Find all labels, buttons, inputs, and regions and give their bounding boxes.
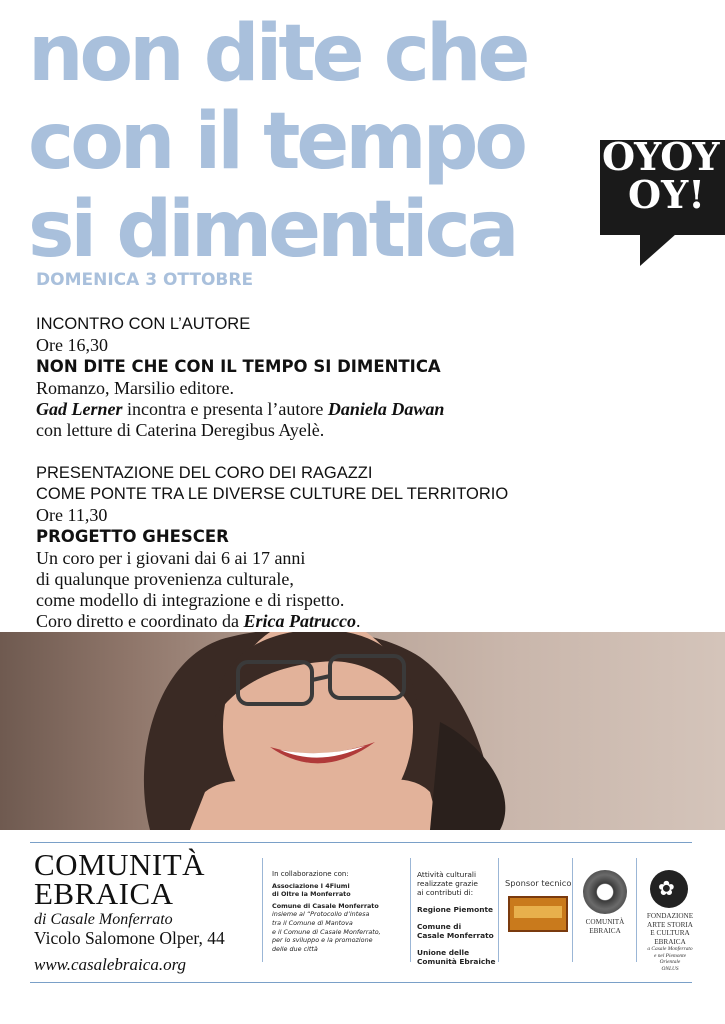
event1-type: INCONTRO CON L’AUTORE bbox=[36, 315, 251, 333]
funder-comune: Casale Monferrato bbox=[417, 931, 494, 940]
headline bbox=[28, 10, 598, 274]
presenter-name: Gad Lerner bbox=[36, 399, 123, 419]
director-suffix: . bbox=[355, 611, 361, 631]
community-seal-icon bbox=[583, 870, 627, 914]
event2-time: Ore 11,30 bbox=[36, 505, 108, 525]
footer-divider bbox=[636, 858, 637, 962]
event1-title: NON DITE CHE CON IL TEMPO SI DIMENTICA bbox=[36, 357, 441, 376]
funding-intro: ai contributi di: bbox=[417, 888, 474, 897]
footer-bottom-rule bbox=[30, 982, 692, 983]
funder-comune: Comune di bbox=[417, 922, 462, 931]
event1-presenters bbox=[36, 399, 696, 420]
footer-top-rule bbox=[30, 842, 692, 843]
collab-line: e il Comune di Casale Monferrato, bbox=[272, 927, 381, 936]
collab-line: per lo sviluppo e la promozione bbox=[272, 936, 373, 945]
event-date: DOMENICA 3 OTTOBRE bbox=[36, 270, 254, 290]
collab-line: di Oltre la Monferrato bbox=[272, 890, 351, 899]
organization-address: Vicolo Salomone Olper, 44 bbox=[34, 928, 225, 948]
headline-line-1: non dite che bbox=[28, 9, 527, 99]
funder-regione: Regione Piemonte bbox=[417, 905, 493, 914]
event-choir bbox=[36, 463, 696, 632]
collaboration-credits bbox=[272, 870, 404, 953]
footer-divider bbox=[262, 858, 263, 962]
event2-desc-line-4 bbox=[36, 611, 696, 632]
presenter-connector: incontra e presenta l’autore bbox=[122, 399, 328, 419]
oyoy-logo-line-1: OYOY bbox=[602, 140, 719, 179]
community-seal-caption bbox=[576, 918, 634, 935]
event1-desc: Romanzo, Marsilio editore. bbox=[36, 378, 234, 398]
organization-website: www.casalebraica.org bbox=[34, 955, 187, 974]
foundation-line: a Casale Monferrato bbox=[647, 946, 693, 952]
event2-desc-line-3: come modello di integrazione e di rispetto. bbox=[36, 590, 345, 610]
director-name: Erica Patrucco bbox=[243, 611, 356, 631]
foundation-line: e nel Piemonte bbox=[653, 952, 687, 959]
oyoy-logo bbox=[600, 140, 725, 235]
collab-line: tra il Comune di Mantova bbox=[272, 918, 353, 927]
collab-heading: In collaborazione con: bbox=[272, 870, 349, 878]
sponsor-label: Sponsor tecnico bbox=[505, 878, 572, 888]
funder-ucei: Unione delle bbox=[417, 948, 470, 957]
funding-intro: realizzate grazie bbox=[417, 879, 478, 888]
foundation-line: Orientale bbox=[659, 959, 681, 965]
foundation-line: ARTE STORIA bbox=[647, 920, 693, 929]
foundation-line: FONDAZIONE bbox=[646, 912, 694, 920]
author-photo bbox=[0, 632, 725, 830]
author-portrait-illustration bbox=[0, 632, 725, 830]
foundation-logo-icon: ✿ bbox=[650, 870, 688, 908]
seal-caption-line: COMUNITÀ bbox=[585, 918, 625, 926]
event2-desc-line-2: di qualunque provenienza culturale, bbox=[36, 569, 294, 589]
collab-line: insieme al “Protocollo d’intesa bbox=[272, 910, 370, 919]
organization-name-line-1: COMUNITÀ bbox=[34, 847, 206, 882]
event2-type-line-1: PRESENTAZIONE DEL CORO DEI RAGAZZI bbox=[36, 464, 373, 482]
foundation-caption bbox=[638, 912, 702, 972]
director-prefix: Coro diretto e coordinato da bbox=[36, 611, 244, 631]
foundation-line: E CULTURA bbox=[650, 929, 690, 937]
event-author-meeting bbox=[36, 314, 696, 441]
speech-bubble-tail-icon bbox=[640, 234, 676, 266]
sponsor-logo bbox=[508, 896, 568, 932]
event2-title: PROGETTO GHESCER bbox=[36, 527, 229, 546]
collab-line: delle due città bbox=[272, 944, 318, 953]
footer-divider bbox=[410, 858, 411, 962]
author-name: Daniela Dawan bbox=[327, 399, 445, 419]
foundation-line: ONLUS bbox=[661, 965, 679, 972]
headline-line-3: si dimentica bbox=[28, 185, 516, 275]
event1-readings: con letture di Caterina Deregibus Ayelè. bbox=[36, 420, 325, 440]
funding-credits bbox=[417, 870, 502, 966]
oyoy-logo-line-2: OY! bbox=[628, 172, 705, 217]
funder-ucei: Comunità Ebraiche bbox=[417, 957, 496, 966]
foundation-line: EBRAICA bbox=[654, 937, 686, 946]
footer-divider bbox=[572, 858, 573, 962]
seal-caption-line: EBRAICA bbox=[589, 926, 621, 935]
event2-type-line-2: COME PONTE TRA LE DIVERSE CULTURE DEL TERRITORIO bbox=[36, 485, 509, 503]
funding-intro: Attività culturali bbox=[417, 870, 477, 879]
organization-name bbox=[34, 847, 206, 911]
organization-name-line-2: EBRAICA bbox=[34, 876, 174, 911]
organization-location: di Casale Monferrato bbox=[34, 911, 173, 928]
event1-time: Ore 16,30 bbox=[36, 335, 108, 355]
event2-desc-line-1: Un coro per i giovani dai 6 ai 17 anni bbox=[36, 548, 306, 568]
collab-line: Associazione I 4Fiumi bbox=[272, 881, 350, 890]
headline-line-2: con il tempo bbox=[28, 97, 525, 187]
collab-line: Comune di Casale Monferrato bbox=[272, 901, 379, 910]
